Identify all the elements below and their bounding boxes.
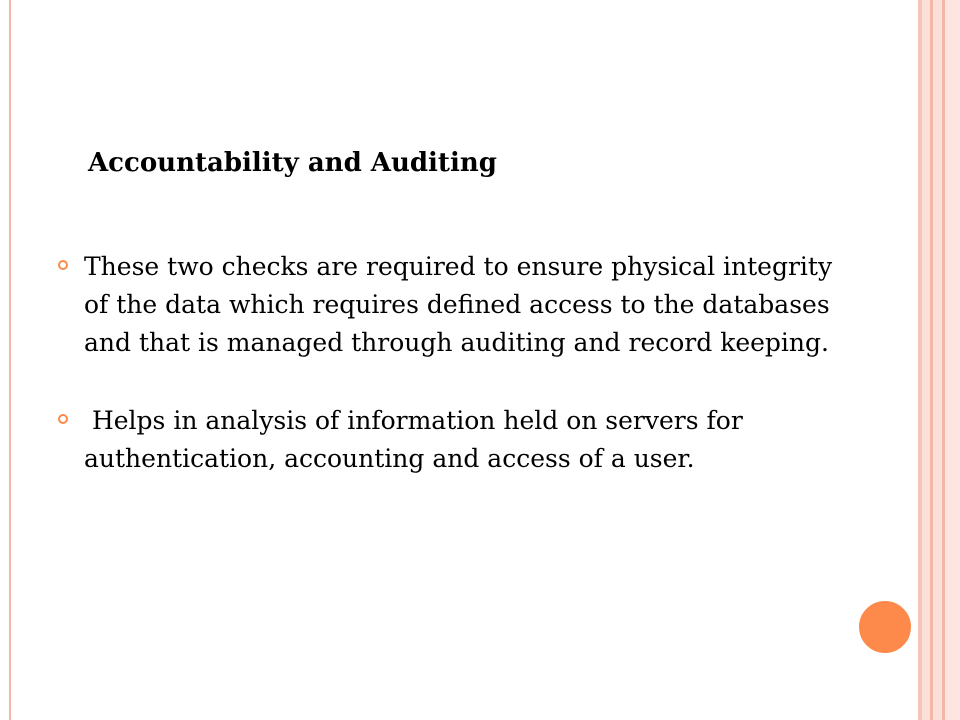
ring-bullet-icon: [58, 260, 68, 270]
bullet-text: These two checks are required to ensure physical integrity of the data which requires defined access to the databases and that is managed through auditing and record keeping.: [84, 252, 841, 357]
right-decor-stripe: [945, 0, 960, 720]
right-decor-stripe: [933, 0, 942, 720]
left-border-line: [9, 0, 11, 720]
orange-circle-icon: [856, 598, 914, 656]
bullet-item: [48, 248, 841, 362]
ring-bullet-icon: [58, 414, 68, 424]
bullet-list: [48, 248, 841, 518]
right-decor-stripe: [922, 0, 930, 720]
slide-title: Accountability and Auditing: [88, 148, 497, 178]
bullet-text: Helps in analysis of information held on servers for authentication, accounting and access of a user.: [84, 406, 751, 473]
bullet-item: [48, 402, 838, 478]
